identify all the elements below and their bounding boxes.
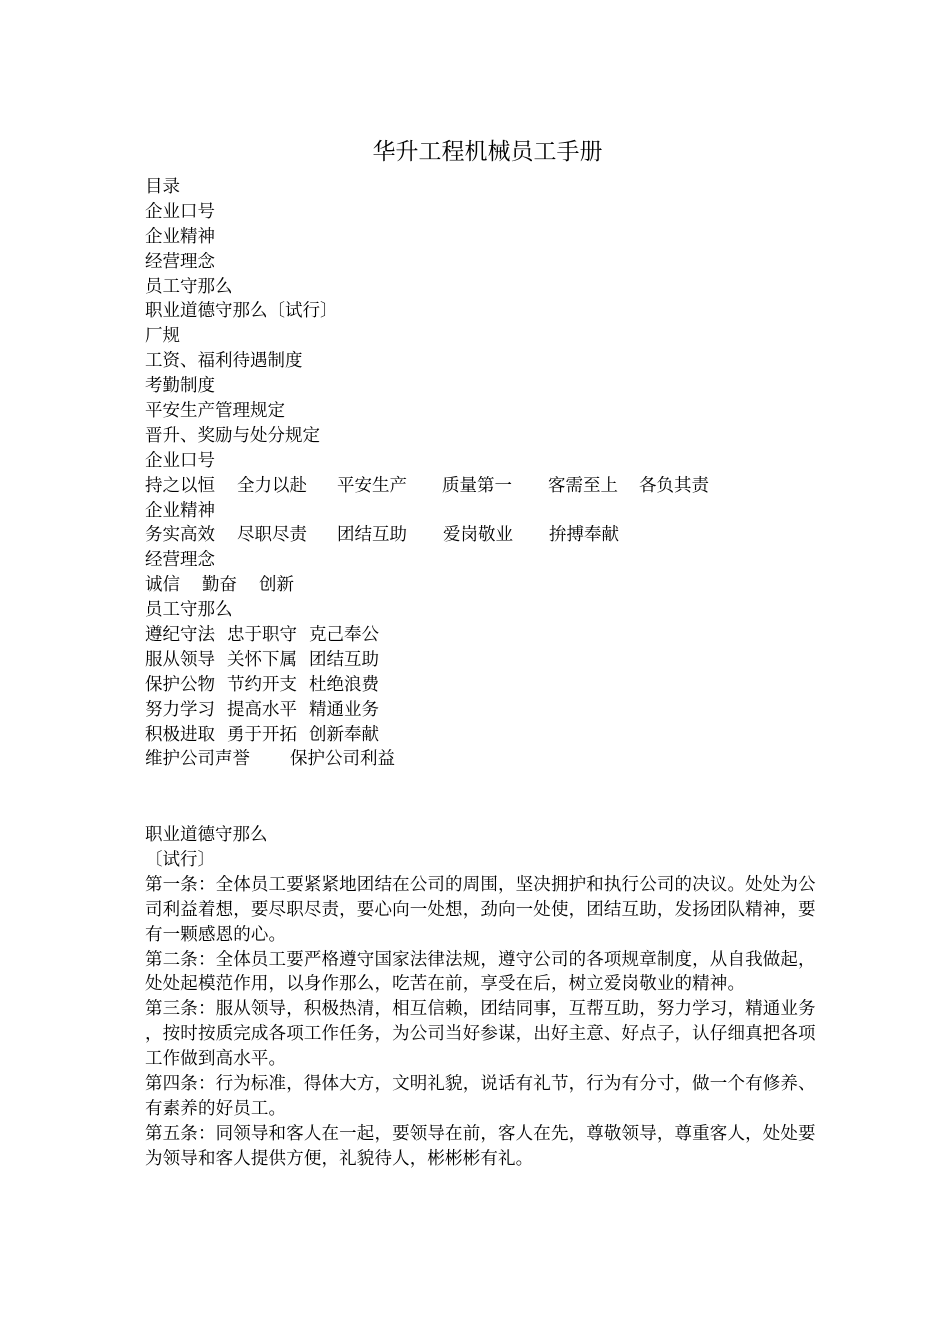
ethics-heading: 职业道德守那么 [145, 825, 268, 845]
rules-item: 维护公司声誉 [145, 749, 250, 770]
rules-line [145, 673, 825, 698]
philosophy-item: 创新 [259, 575, 294, 596]
slogan-item: 客需至上 [548, 475, 618, 496]
rules-line [145, 648, 825, 673]
slogan-item: 质量第一 [442, 475, 512, 496]
rules-item: 创新奉献 [309, 724, 379, 745]
philosophy-item: 诚信 [145, 575, 180, 596]
spirit-heading: 企业精神 [145, 500, 215, 521]
toc-item: 企业精神 [145, 226, 215, 247]
rules-item: 积极进取 [145, 724, 215, 745]
slogan-item: 平安生产 [337, 475, 407, 496]
slogan-heading: 企业口号 [145, 450, 215, 471]
rules-item: 勇于开拓 [227, 724, 297, 745]
toc-item: 厂规 [145, 326, 180, 347]
rules-line [145, 623, 825, 648]
spirit-item: 团结互助 [337, 525, 407, 546]
spirit-line [145, 523, 825, 548]
rules-item: 杜绝浪费 [309, 674, 379, 695]
rules-heading: 员工守那么 [145, 600, 233, 621]
spirit-item: 爱岗敬业 [443, 525, 513, 546]
content-upper [145, 175, 825, 772]
ethics-article: 第三条：服从领导，积极热清，相互信赖，团结同事，互帮互助，努力学习，精通业务，按时按质完成各项工作任务，为公司当好参谋，出好主意、好点子，认仔细真把各项工作做到高水平。 [145, 999, 816, 1070]
spirit-item: 尽职尽责 [237, 525, 307, 546]
toc-item: 平安生产管理规定 [145, 401, 285, 422]
toc-item: 企业口号 [145, 201, 215, 222]
rules-item: 提高水平 [227, 699, 297, 720]
rules-line [145, 747, 825, 772]
rules-item: 努力学习 [145, 699, 215, 720]
philosophy-heading: 经营理念 [145, 550, 215, 571]
rules-item: 保护公司利益 [290, 749, 395, 770]
slogan-item: 持之以恒 [145, 475, 215, 496]
rules-line [145, 723, 825, 748]
toc-item: 晋升、奖励与处分规定 [145, 425, 320, 446]
ethics-article: 第四条：行为标准，得体大方，文明礼貌，说话有礼节，行为有分寸，做一个有修养、有素养的好员工。 [145, 1074, 816, 1119]
spirit-item: 务实高效 [145, 525, 215, 546]
rules-item: 忠于职守 [227, 625, 297, 646]
rules-item: 精通业务 [309, 699, 379, 720]
rules-item: 团结互助 [309, 649, 379, 670]
toc-item: 员工守那么 [145, 276, 233, 297]
rules-item: 保护公物 [145, 674, 215, 695]
spirit-item: 拚搏奉献 [549, 525, 619, 546]
toc-item: 职业道德守那么〔试行〕 [145, 301, 338, 322]
ethics-article: 第一条：全体员工要紧紧地团结在公司的周围，坚决拥护和执行公司的决议。处处为公司利益着想，要尽职尽责，要心向一处想，劲向一处使，团结互助，发扬团队精神，要有一颗感恩的心。 [145, 874, 816, 945]
toc-item: 工资、福利待遇制度 [145, 351, 303, 372]
slogan-item: 全力以赴 [237, 475, 307, 496]
rules-item: 克己奉公 [309, 625, 379, 646]
toc-item: 考勤制度 [145, 376, 215, 397]
rules-line [145, 698, 825, 723]
slogan-item: 各负其责 [639, 475, 709, 496]
rules-item: 服从领导 [145, 649, 215, 670]
ethics-article: 第二条：全体员工要严格遵守国家法律法规，遵守公司的各项规章制度，从自我做起，处处起模范作用，以身作那么，吃苦在前，享受在后，树立爱岗敬业的精神。 [145, 949, 816, 995]
toc-heading: 目录 [145, 177, 180, 197]
content-lower [145, 823, 825, 1172]
ethics-article: 第五条：同领导和客人在一起，要领导在前，客人在先，尊敬领导，尊重客人，处处要为领导和客人提供方便，礼貌待人，彬彬彬有礼。 [145, 1123, 816, 1169]
ethics-subheading: 〔试行〕 [145, 849, 215, 870]
toc-item: 经营理念 [145, 251, 215, 272]
slogan-line [145, 474, 825, 499]
rules-item: 节约开支 [227, 674, 297, 695]
document-title: 华升工程机械员工手册 [372, 139, 603, 165]
philosophy-line [145, 573, 825, 598]
philosophy-item: 勤奋 [202, 575, 237, 596]
rules-item: 遵纪守法 [145, 625, 215, 646]
rules-item: 关怀下属 [227, 649, 297, 670]
